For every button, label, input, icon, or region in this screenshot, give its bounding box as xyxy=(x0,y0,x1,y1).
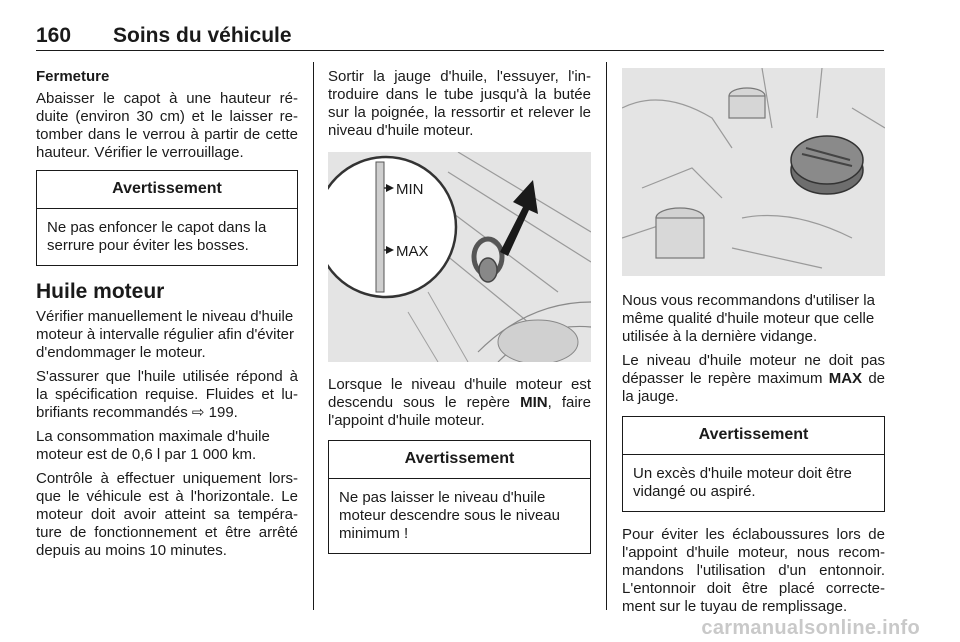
min-text-after: , faire l'appoint d'huile moteur. xyxy=(328,394,591,429)
column-divider-1 xyxy=(313,62,314,610)
watermark: carmanualsonline.info xyxy=(701,617,920,639)
oil-paragraph-4: Contrôle à effectuer uniquement lors-que le véhicule est à l'horizontale. Le moteur doit avoir atteint sa tempéra-ture de fonctionnement et être arrêté depuis au moins 10 minutes. xyxy=(36,470,298,559)
warning-text: Ne pas enfoncer le capot dans la serrure pour éviter les bosses. xyxy=(47,219,267,254)
warning-text: Un excès d'huile moteur doit être vidangé ou aspiré. xyxy=(633,465,852,500)
oil-heading: Huile moteur xyxy=(36,280,165,303)
column-3 xyxy=(622,68,885,622)
warning-title: Avertissement xyxy=(37,171,297,209)
oil-paragraph-2-text: S'assurer que l'huile utilisée répond à la spécification requise. Fluides et lu-brifiants recommandés xyxy=(36,368,298,421)
max-text-before: Le niveau d'huile moteur ne doit pas dépasser le repère maximum xyxy=(622,352,885,387)
warning-title: Avertissement xyxy=(623,417,884,455)
oil-quality-paragraph: Nous vous recommandons d'utiliser la même qualité d'huile moteur que celle utilisée à la dernière vidange. xyxy=(622,292,875,345)
warning-text: Ne pas laisser le niveau d'huile moteur descendre sous le niveau minimum ! xyxy=(339,489,560,542)
oil-filler-cap-illustration xyxy=(622,68,885,276)
closing-text: Abaisser le capot à une hauteur ré-duite (environ 30 cm) et le laisser re-tomber dans le verrou à partir de cette hauteur. Vérifier le verrouillage. xyxy=(36,90,298,161)
section-title: Soins du véhicule xyxy=(113,24,292,47)
column-divider-2 xyxy=(606,62,607,610)
fig-label-max: MAX xyxy=(396,243,429,260)
min-marker: MIN xyxy=(520,394,548,411)
page-number: 160 xyxy=(36,24,72,47)
min-text-before: Lorsque le niveau d'huile moteur est descendu sous le repère xyxy=(328,376,591,411)
page-ref-link[interactable]: 199. xyxy=(208,404,238,421)
max-text-after: de la jauge. xyxy=(622,370,886,405)
dipstick-illustration xyxy=(328,152,591,362)
warning-box-hood xyxy=(36,170,298,266)
max-level-paragraph xyxy=(622,352,885,406)
dipstick-paragraph: Sortir la jauge d'huile, l'essuyer, l'in-troduire dans le tube jusqu'à la butée sur la poignée, la ressortir et relever le niveau d'huile moteur. xyxy=(328,68,591,139)
column-1 xyxy=(36,68,298,566)
warning-box-oil-excess xyxy=(622,416,885,512)
oil-paragraph-2 xyxy=(36,368,298,422)
page-header xyxy=(36,24,884,51)
oil-paragraph-1: Vérifier manuellement le niveau d'huile moteur à intervalle régulier afin d'éviter d'endommager le moteur. xyxy=(36,308,294,361)
min-level-paragraph xyxy=(328,376,591,430)
warning-title: Avertissement xyxy=(329,441,590,479)
funnel-paragraph: Pour éviter les éclaboussures lors de l'appoint d'huile moteur, nous recom-mandons l'utilisation d'un entonnoir. L'entonnoir doit être placé correcte-ment sur le tuyau de remplissage. xyxy=(622,526,885,615)
column-2 xyxy=(328,68,591,562)
warning-box-oil-min xyxy=(328,440,591,554)
max-marker: MAX xyxy=(828,370,863,387)
page-ref-icon: ⇨ xyxy=(191,404,205,421)
closing-heading: Fermeture xyxy=(36,68,110,85)
fig-label-min: MIN xyxy=(396,181,424,198)
oil-paragraph-3: La consommation maximale d'huile moteur est de 0,6 l par 1 000 km. xyxy=(36,428,270,463)
